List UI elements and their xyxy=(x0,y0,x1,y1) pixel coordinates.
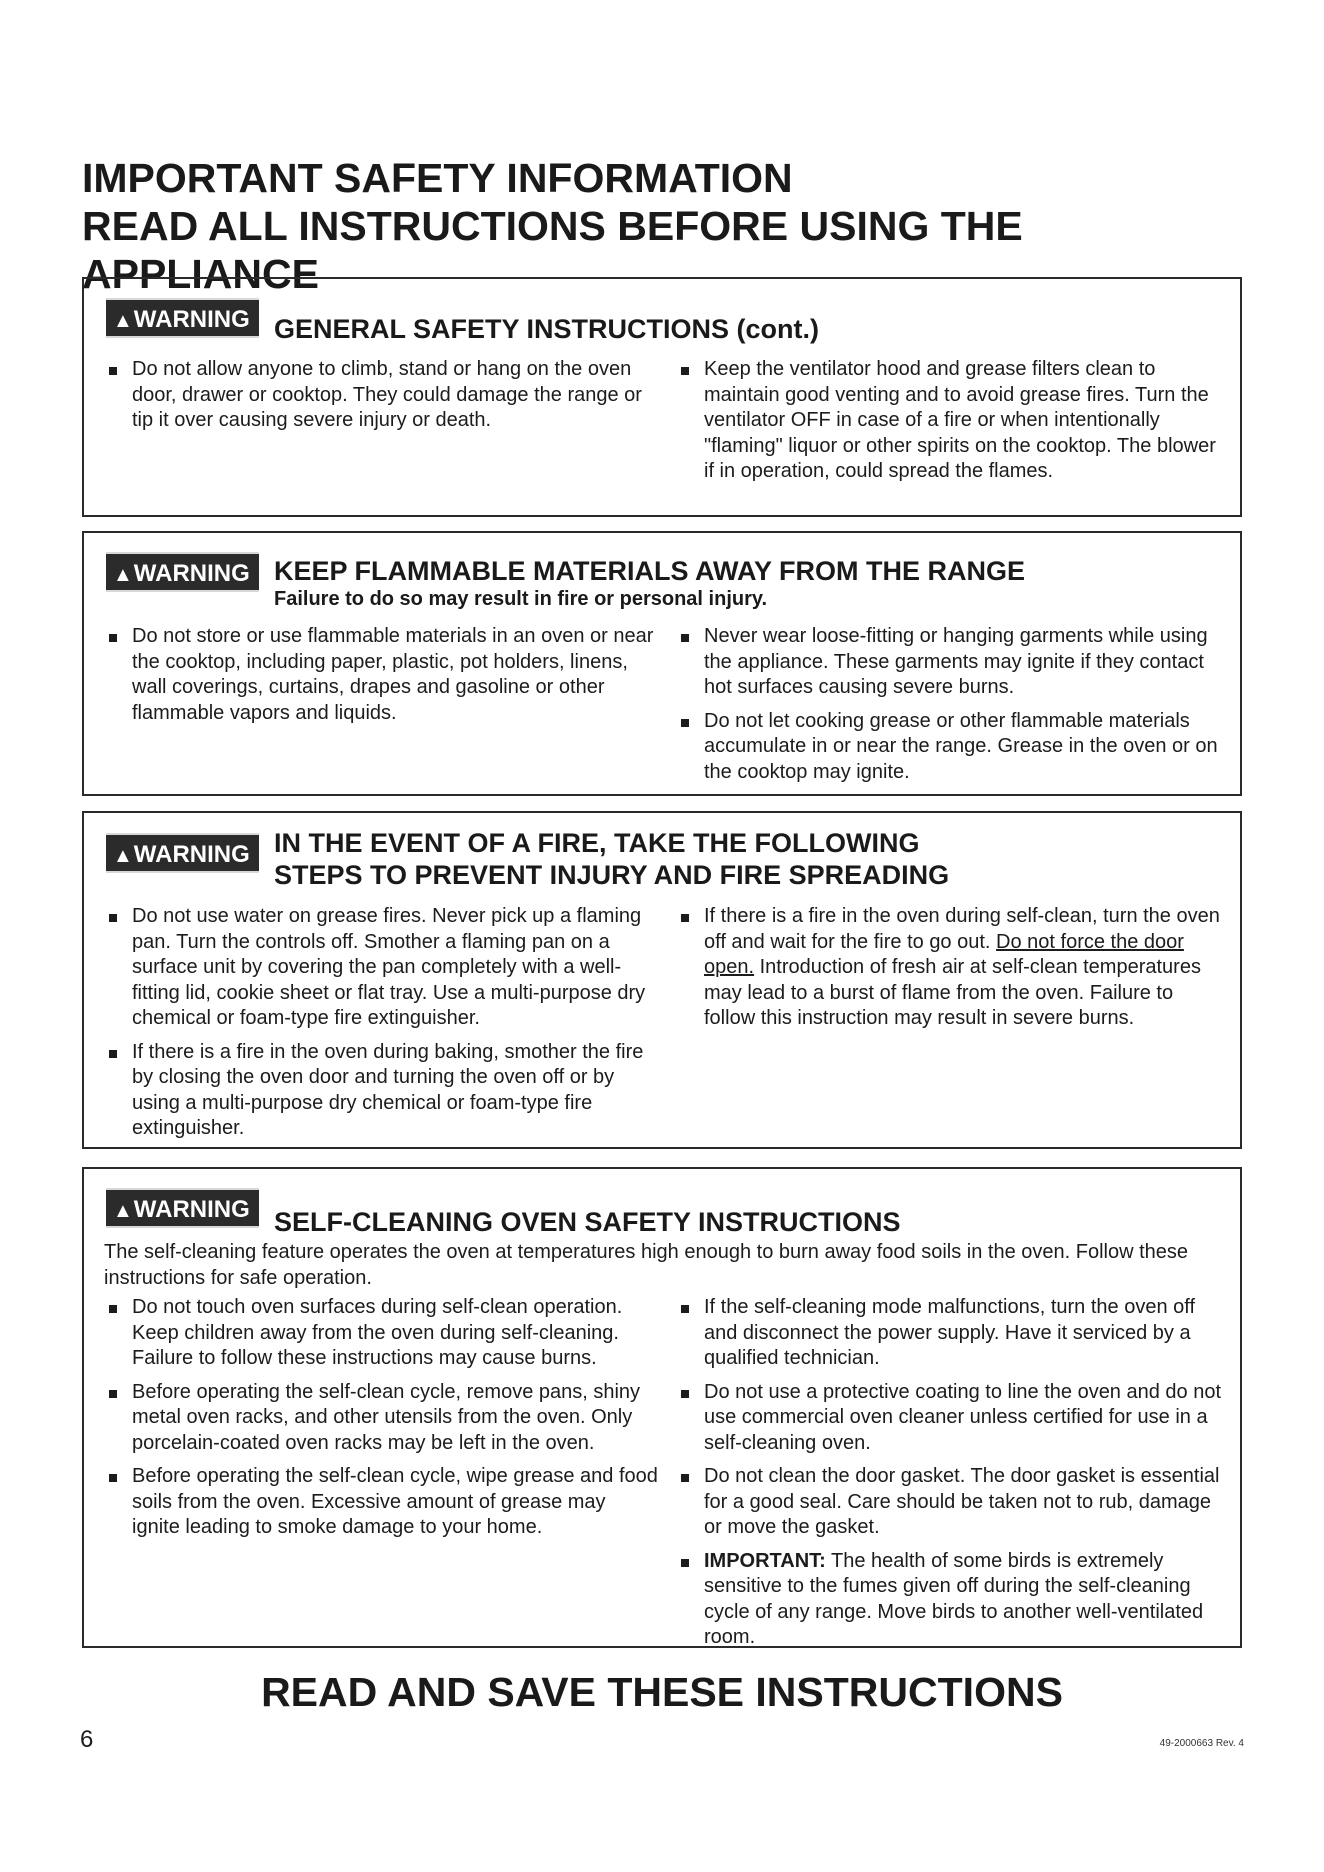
section-title: GENERAL SAFETY INSTRUCTIONS (cont.) xyxy=(274,314,820,344)
warning-badge xyxy=(106,833,259,873)
warning-triangle-icon: ▲ xyxy=(113,1200,133,1222)
document-number: 49-2000663 Rev. 4 xyxy=(1159,1738,1244,1749)
section-title-line-1: IN THE EVENT OF A FIRE, TAKE THE FOLLOWING xyxy=(274,828,920,858)
bullet-item xyxy=(678,1549,1228,1651)
left-column xyxy=(106,357,658,442)
warning-triangle-icon: ▲ xyxy=(113,564,133,586)
page-number: 6 xyxy=(80,1726,94,1753)
warning-section-flammable xyxy=(82,531,1242,796)
warning-label: WARNING xyxy=(133,1196,250,1223)
page-title-line-2: READ ALL INSTRUCTIONS BEFORE USING THE APPLIANCE xyxy=(82,203,1023,297)
section-intro: The self-cleaning feature operates the oven at temperatures high enough to burn away food soils in the oven. Follow these instructions for safe operation. xyxy=(104,1241,1189,1289)
section-title: KEEP FLAMMABLE MATERIALS AWAY FROM THE RANGE xyxy=(274,556,1026,586)
bullet-item: Before operating the self-clean cycle, wipe grease and food soils from the oven. Excessive amount of grease may ignite leading to smoke damage to your home. xyxy=(106,1464,658,1541)
bullet-item: If the self-cleaning mode malfunctions, turn the oven off and disconnect the power supply. Have it serviced by a qualified technician. xyxy=(678,1295,1228,1372)
section-title: SELF-CLEANING OVEN SAFETY INSTRUCTIONS xyxy=(274,1207,901,1237)
bullet-item: Never wear loose-fitting or hanging garments while using the appliance. These garments may ignite if they contact hot surfaces causing severe burns. xyxy=(678,624,1228,701)
bullet-item: Before operating the self-clean cycle, remove pans, shiny metal oven racks, and other utensils from the oven. Only porcelain-coated oven racks may be left in the oven. xyxy=(106,1380,658,1457)
right-column xyxy=(678,904,1228,1040)
bullet-item: Keep the ventilator hood and grease filters clean to maintain good venting and to avoid grease fires. Turn the ventilator OFF in case of a fire or when intentionally "flaming" liquor or other spirits on the cooktop. The blower if in operation, could spread the flames. xyxy=(678,357,1228,485)
footer-title: READ AND SAVE THESE INSTRUCTIONS xyxy=(261,1669,1063,1715)
bullet-item: Do not clean the door gasket. The door gasket is essential for a good seal. Care should be taken not to rub, damage or move the gasket. xyxy=(678,1464,1228,1541)
warning-badge xyxy=(106,1188,259,1228)
bullet-text: If there is a fire in the oven during self-clean, turn the oven off and wait for the fire to go out. xyxy=(704,905,1220,953)
warning-triangle-icon: ▲ xyxy=(113,845,133,867)
underlined-warning-text: Do not force the door open. xyxy=(704,930,1184,978)
bullet-text: Introduction of fresh air at self-clean temperatures may lead to a burst of flame from the oven. Failure to follow this instruction may result in severe burns. xyxy=(704,956,1201,1029)
bullet-text: The health of some birds is extremely sensitive to the fumes given off during the self-cleaning cycle of any range. Move birds to another well-ventilated room. xyxy=(704,1549,1204,1648)
page-title-line-1: IMPORTANT SAFETY INFORMATION xyxy=(82,155,793,201)
warning-label: WARNING xyxy=(133,306,250,333)
warning-label: WARNING xyxy=(133,841,250,868)
bullet-item: Do not let cooking grease or other flammable materials accumulate in or near the range. Grease in the oven or on the cooktop may ignite. xyxy=(678,709,1228,786)
bullet-item: Do not use water on grease fires. Never pick up a flaming pan. Turn the controls off. Smother a flaming pan on a surface unit by covering the pan completely with a well-fitting lid, cookie sheet or flat tray. Use a multi-purpose dry chemical or foam-type fire extinguisher. xyxy=(106,904,658,1032)
left-column xyxy=(106,1295,658,1549)
bullet-item xyxy=(678,904,1228,1032)
left-column xyxy=(106,624,658,734)
bullet-item: Do not touch oven surfaces during self-clean operation. Keep children away from the oven during self-cleaning. Failure to follow these instructions may cause burns. xyxy=(106,1295,658,1372)
section-subtitle: Failure to do so may result in fire or personal injury. xyxy=(274,588,768,610)
bullet-item: Do not store or use flammable materials in an oven or near the cooktop, including paper, plastic, pot holders, linens, wall coverings, curtains, drapes and gasoline or other flammable vapors and liquids. xyxy=(106,624,658,726)
section-title xyxy=(274,827,949,891)
warning-section-self-cleaning xyxy=(82,1167,1242,1648)
warning-badge xyxy=(106,552,259,592)
bullet-item: Do not use a protective coating to line the oven and do not use commercial oven cleaner unless certified for use in a self-cleaning oven. xyxy=(678,1380,1228,1457)
warning-section-fire xyxy=(82,811,1242,1149)
bullet-item: If there is a fire in the oven during baking, smother the fire by closing the oven door and turning the oven off or by using a multi-purpose dry chemical or foam-type fire extinguisher. xyxy=(106,1040,658,1142)
right-column xyxy=(678,357,1228,493)
right-column xyxy=(678,1295,1228,1659)
warning-badge xyxy=(106,298,259,338)
important-label: IMPORTANT: xyxy=(704,1549,826,1572)
warning-label: WARNING xyxy=(133,560,250,587)
right-column xyxy=(678,624,1228,793)
warning-section-general xyxy=(82,277,1242,517)
section-title-line-2: STEPS TO PREVENT INJURY AND FIRE SPREADING xyxy=(274,860,950,890)
left-column xyxy=(106,904,658,1150)
bullet-item: Do not allow anyone to climb, stand or hang on the oven door, drawer or cooktop. They could damage the range or tip it over causing severe injury or death. xyxy=(106,357,658,434)
warning-triangle-icon: ▲ xyxy=(113,310,133,332)
